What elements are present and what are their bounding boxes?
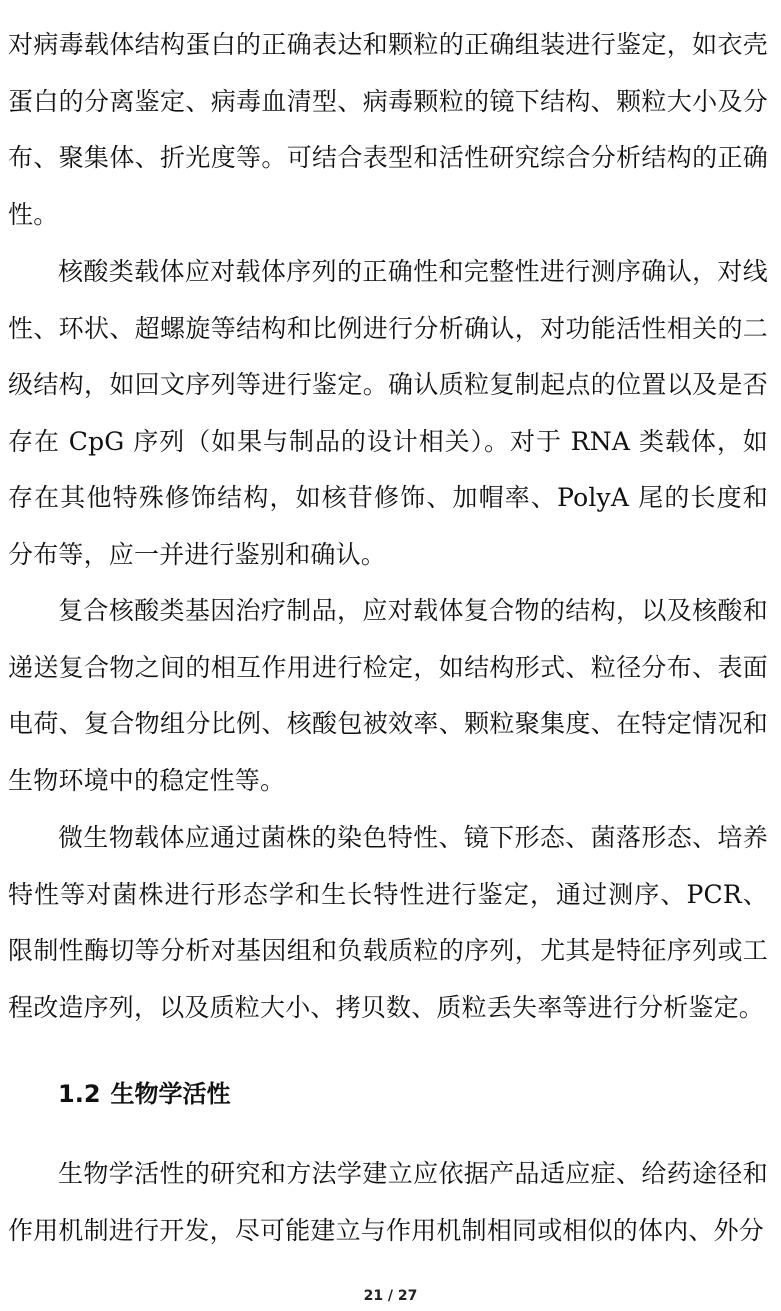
section-title: 生物学活性	[110, 1080, 231, 1108]
section-number: 1.2	[58, 1080, 101, 1108]
page-number: 21 / 27	[363, 1288, 418, 1304]
paragraph-viral-vector-structure: 对病毒载体结构蛋白的正确表达和颗粒的正确组装进行鉴定，如衣壳蛋白的分离鉴定、病毒血清型、病毒颗粒的镜下结构、颗粒大小及分布、聚集体、折光度等。可结合表型和活性研究综合分析结构的正确性。	[8, 30, 768, 229]
section-heading	[58, 1074, 231, 1114]
paragraph-nucleic-acid-vector: 核酸类载体应对载体序列的正确性和完整性进行测序确认，对线性、环状、超螺旋等结构和比例进行分析确认，对功能活性相关的二级结构，如回文序列等进行鉴定。确认质粒复制起点的位置以及是否存在 CpG 序列（如果与制品的设计相关）。对于 RNA 类载体，如存在其他特殊修饰结构，如核苷修饰、加帽率、PolyA 尾的长度和分布等，应一并进行鉴别和确认。	[8, 257, 768, 569]
paragraph-complex-nucleic-acid: 复合核酸类基因治疗制品，应对载体复合物的结构，以及核酸和递送复合物之间的相互作用进行检定，如结构形式、粒径分布、表面电荷、复合物组分比例、核酸包被效率、颗粒聚集度、在特定情况和生物环境中的稳定性等。	[8, 596, 768, 795]
paragraph-microbial-vector: 微生物载体应通过菌株的染色特性、镜下形态、菌落形态、培养特性等对菌株进行形态学和生长特性进行鉴定，通过测序、PCR、限制性酶切等分析对基因组和负载质粒的序列，尤其是特征序列或工程改造序列，以及质粒大小、拷贝数、质粒丢失率等进行分析鉴定。	[8, 823, 768, 1022]
paragraph-biological-activity: 生物学活性的研究和方法学建立应依据产品适应症、给药途径和作用机制进行开发，尽可能建立与作用机制相同或相似的体内、外分	[8, 1159, 768, 1245]
